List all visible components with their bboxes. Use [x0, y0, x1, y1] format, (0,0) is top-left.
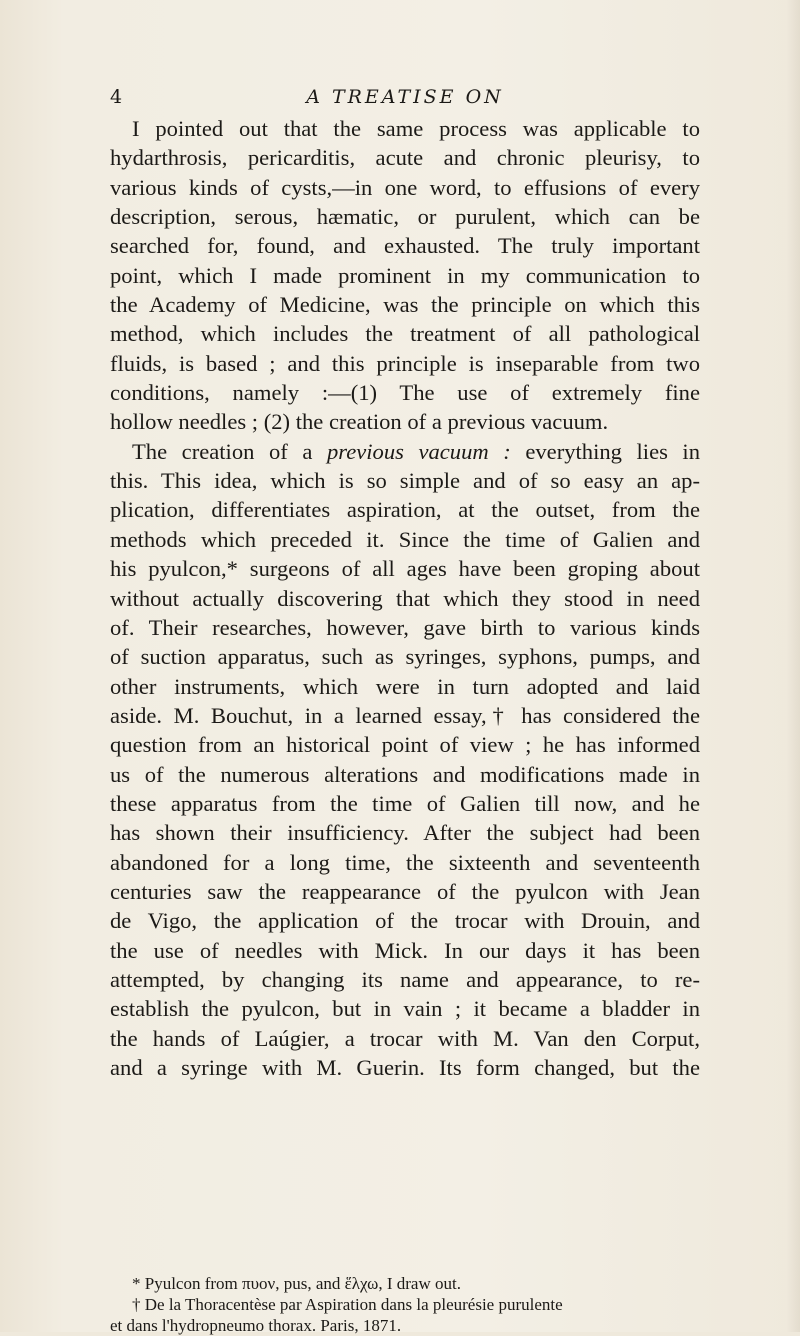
text-line: of. Their researches, however, gave birth to various kinds: [110, 614, 700, 640]
text-line: hollow needles ; (2) the creation of a previous vacuum.: [110, 409, 609, 435]
page-number: 4: [110, 86, 123, 108]
text-line: the use of needles with Mick. In our days it has been: [110, 937, 700, 963]
footnote-pyulcon: * Pyulcon from πυον, pus, and ἕλχω, I draw out.: [132, 1274, 461, 1293]
text-line: the Academy of Medicine, was the principle on which this: [110, 292, 700, 318]
text-line: the hands of Laúgier, a trocar with M. Van den Corput,: [110, 1025, 700, 1051]
text-line: of suction apparatus, such as syringes, syphons, pumps, and: [110, 644, 700, 670]
text-line: searched for, found, and exhausted. The truly important: [110, 233, 700, 259]
text-line: us of the numerous alterations and modifications made in: [110, 761, 700, 787]
text-line: abandoned for a long time, the sixteenth and seventeenth: [110, 849, 700, 875]
text-line: his pyulcon,* surgeons of all ages have been groping about: [110, 556, 700, 582]
text-line: has shown their insufficiency. After the subject had been: [110, 820, 700, 846]
text-line: centuries saw the reappearance of the pyulcon with Jean: [110, 878, 700, 904]
page-edge-shadow: [786, 0, 800, 1332]
text-line: aside. M. Bouchut, in a learned essay,† has considered the: [110, 702, 700, 728]
text-line: conditions, namely :—(1) The use of extremely fine: [110, 380, 700, 406]
text-line: description, serous, hæmatic, or purulent, which can be: [110, 204, 700, 230]
italic-phrase: previous vacuum :: [326, 438, 511, 464]
text-line: methods which preceded it. Since the time of Galien and: [110, 526, 700, 552]
text-line: plication, differentiates aspiration, at the outset, from the: [110, 497, 700, 523]
text-segment: The creation of a: [132, 438, 327, 464]
text-line: de Vigo, the application of the trocar with Drouin, and: [110, 908, 700, 934]
text-line: hydarthrosis, pericarditis, acute and chronic pleurisy, to: [110, 145, 700, 171]
text-line: establish the pyulcon, but in vain ; it became a bladder in: [110, 996, 700, 1022]
text-line: this. This idea, which is so simple and of so easy an ap-: [110, 468, 700, 494]
text-line: fluids, is based ; and this principle is inseparable from two: [110, 350, 700, 376]
text-line: question from an historical point of view ; he has informed: [110, 732, 700, 758]
text-line-with-italic: [110, 437, 700, 466]
text-segment: everything lies in: [510, 438, 701, 464]
text-line: various kinds of cysts,—in one word, to effusions of every: [110, 174, 700, 200]
body-text: [110, 114, 700, 1082]
text-line: and a syringe with M. Guerin. Its form changed, but the: [110, 1055, 700, 1080]
running-title: A TREATISE ON: [306, 86, 504, 108]
text-line: these apparatus from the time of Galien till now, and he: [110, 790, 700, 816]
text-line: without actually discovering that which they stood in need: [110, 585, 700, 611]
text-line: attempted, by changing its name and appearance, to re-: [110, 966, 700, 992]
running-head: [110, 86, 700, 110]
text-line: I pointed out that the same process was applicable to: [132, 116, 700, 141]
text-line: other instruments, which were in turn adopted and laid: [110, 673, 700, 699]
text-line: point, which I made prominent in my communication to: [110, 262, 700, 288]
footnotes: [110, 1273, 700, 1336]
footnote-continuation: et dans l'hydropneumo thorax. Paris, 1871.: [110, 1316, 402, 1335]
text-line: method, which includes the treatment of all pathological: [110, 321, 700, 347]
footnote-thoracentese: † De la Thoracentèse par Aspiration dans la pleurésie purulente: [132, 1295, 563, 1314]
